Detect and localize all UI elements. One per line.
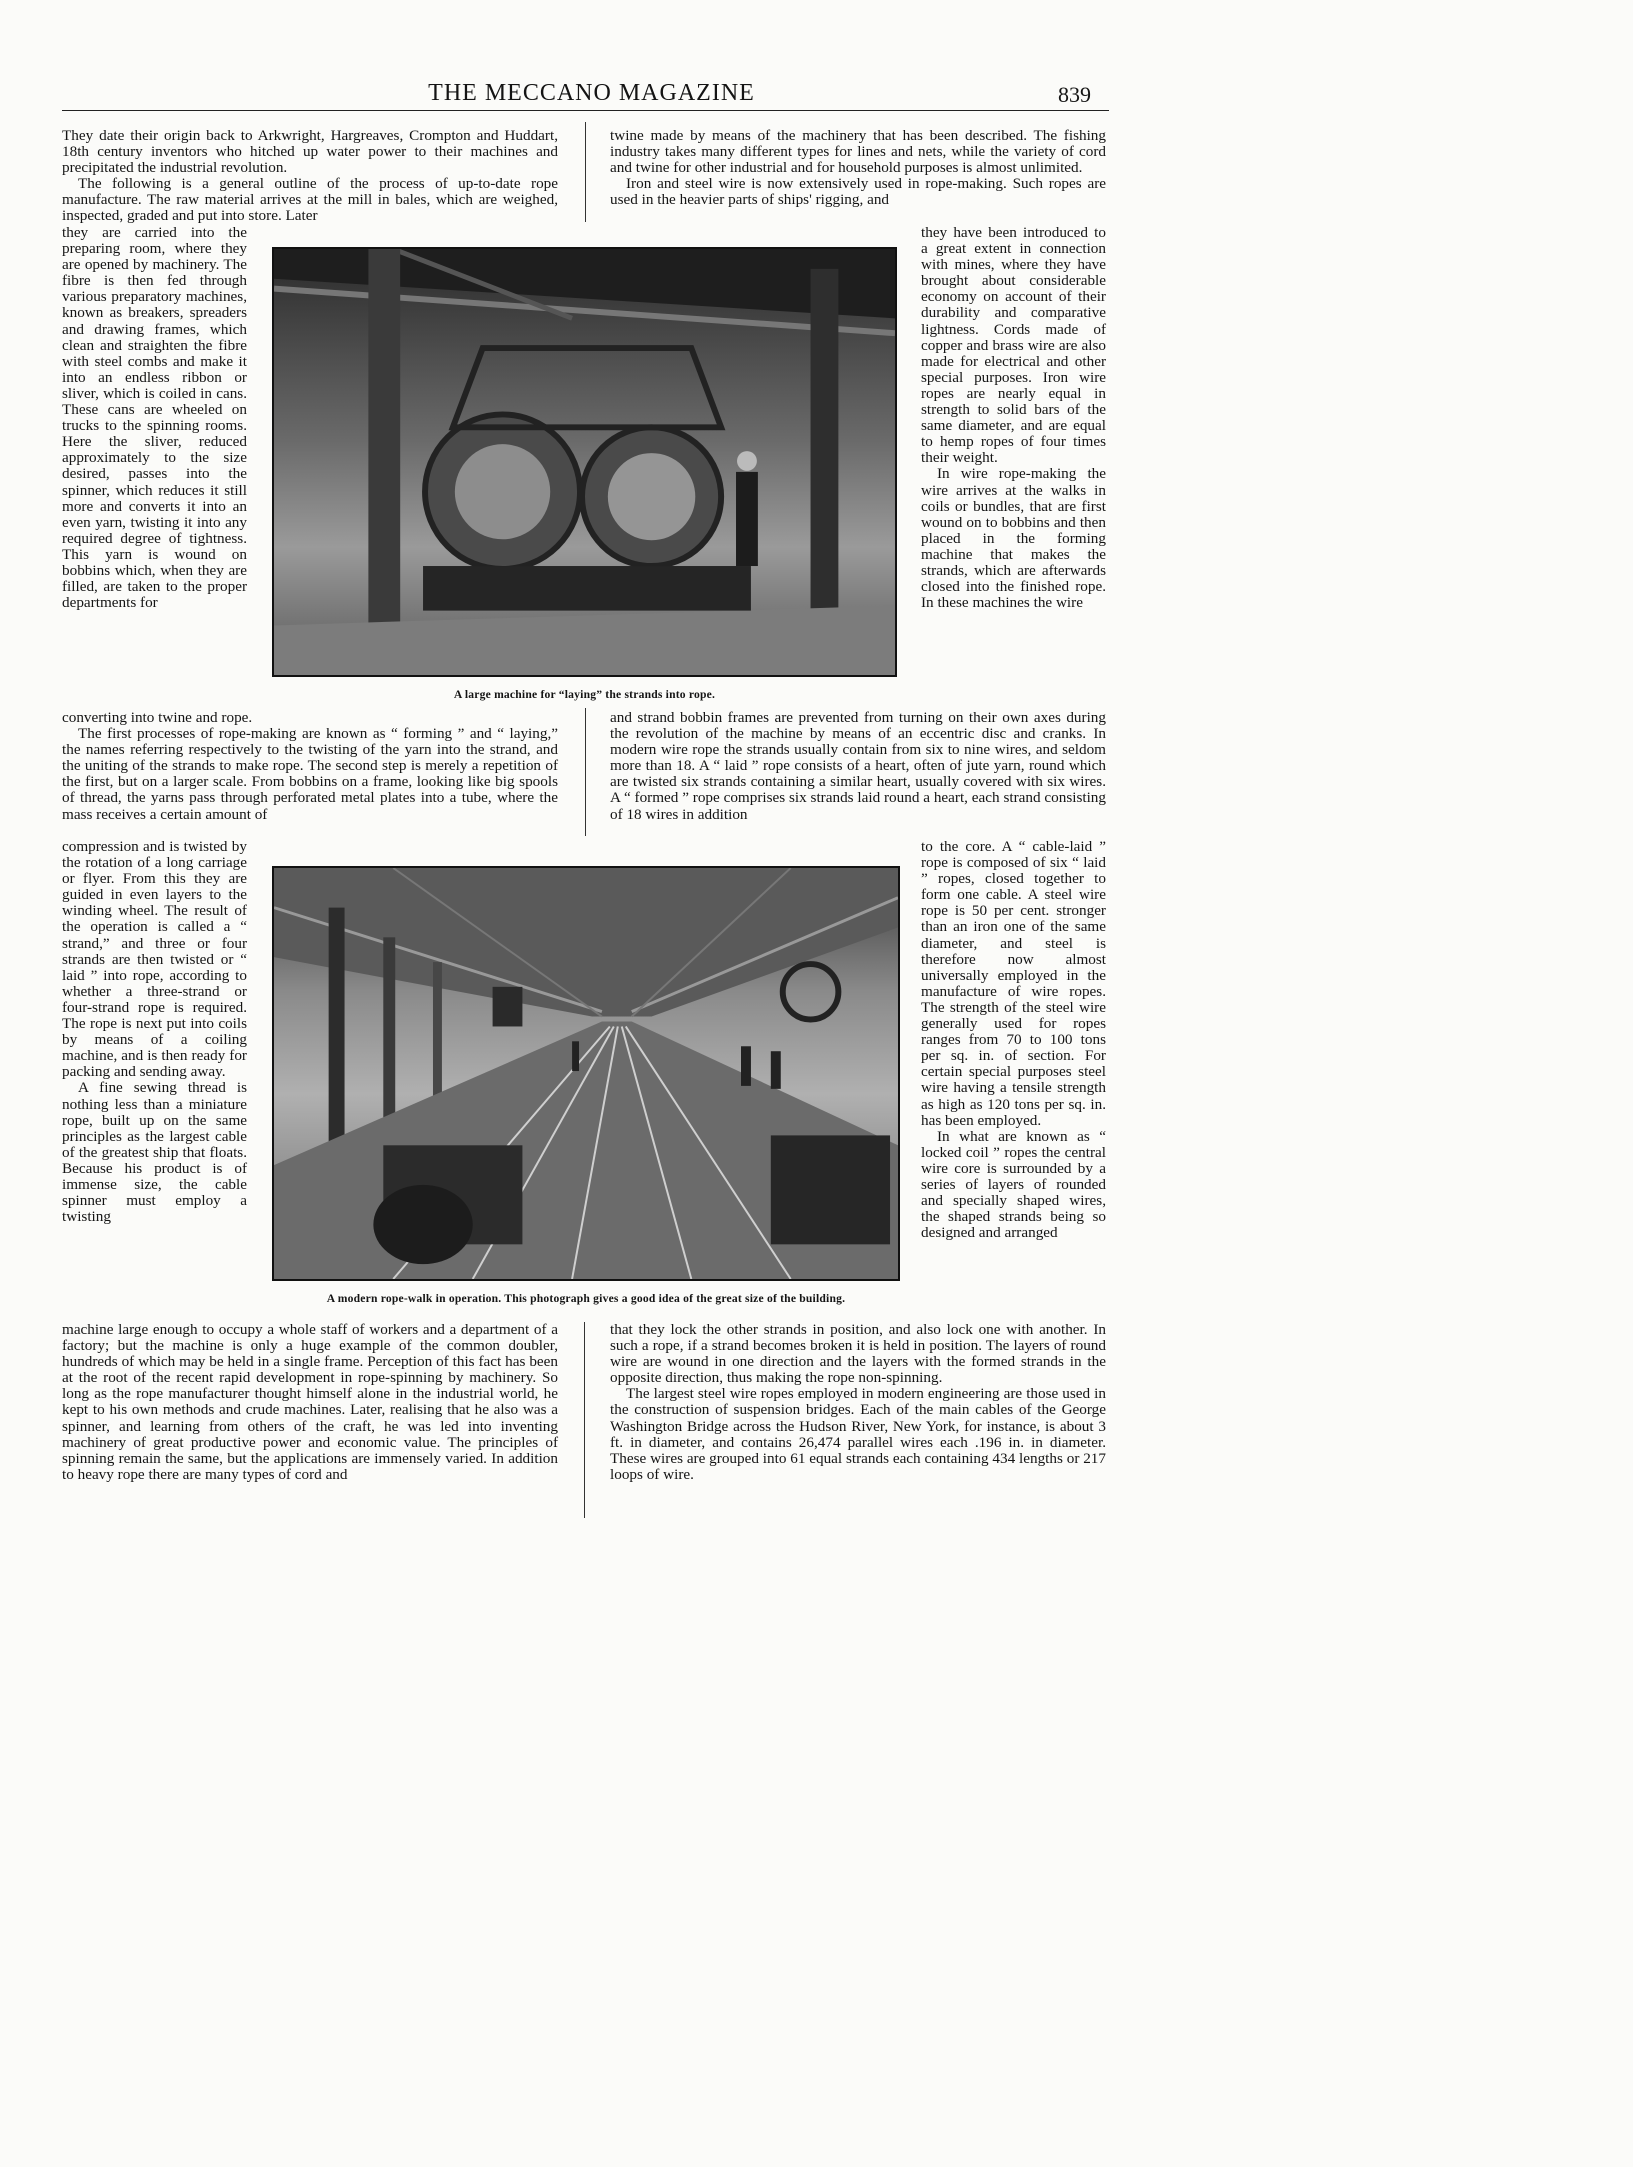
paragraph: The largest steel wire ropes employed in modern engineering are those used in the construction of suspension bridges. Each of the main cables of the George Washington Bridge across the Hudson River, New York, for instance, is about 3 ft. in diameter, and contains 26,474 parallel wires each .196 in. in diameter. These wires are grouped into 61 equal strands each containing 434 lengths or 217 loops of wire. [610, 1385, 1106, 1483]
paragraph: that they lock the other strands in position, and also lock one with another. In such a rope, if a strand becomes broken it is held in position. The layers of round wire are wound in one direction and the layers with the formed strands in the opposite direction, thus making the rope non-spinning. [610, 1321, 1106, 1387]
photo-rope-walk [272, 866, 900, 1281]
right-wrap-text-2 [921, 839, 1106, 1241]
left-wrap-text-1 [62, 225, 247, 611]
paragraph: In what are known as “ locked coil ” ropes the central wire core is surrounded by a series of layers of rounded and specially shaped wires, the shaped strands being so designed and arranged [921, 1127, 1106, 1242]
paragraph: they are carried into the preparing room, where they are opened by machinery. The fibre is then fed through various preparatory machines, known as breakers, spreaders and drawing frames, which clean and straighten the fibre with steel combs and make it into an endless ribbon or sliver, which is coiled in cans. These cans are wheeled on trucks to the spinning rooms. Here the sliver, reduced approximately to the size desired, passes into the spinner, which reduces it still more and converts it into an even yarn, twisting it into any required degree of tightness. This yarn is wound on bobbins which, when they are filled, are taken to the proper departments for [62, 224, 247, 612]
figure-caption-1: A large machine for “laying” the strands into rope. [453, 688, 716, 701]
paragraph: In wire rope-making the wire arrives at the walks in coils or bundles, that are first wound on to bobbins and then placed in the forming machine that makes the strands, which are afterwards closed into the finished rope. In these machines the wire [921, 465, 1106, 612]
paragraph: The following is a general outline of the process of up-to-date rope manufacture. The raw material arrives at the mill in bales, which are weighed, inspected, graded and put into store. Later [62, 175, 558, 225]
column-rule-bottom [584, 1322, 585, 1518]
paragraph: converting into twine and rope. [62, 709, 253, 726]
paragraph: twine made by means of the machinery that has been described. The fishing industry takes many different types for lines and nets, while the variety of cord and twine for other industrial and for household purposes is almost unlimited. [610, 127, 1106, 177]
right-wrap-text-1 [921, 225, 1106, 611]
magazine-title: THE MECCANO MAGAZINE [428, 80, 755, 106]
right-column-middle-text [610, 710, 1106, 823]
left-column-top-text [62, 128, 558, 225]
paragraph: they have been introduced to a great extent in connection with mines, where they have brought about considerable economy on account of their durability and comparative lightness. Cords made of copper and brass wire are also made for electrical and other special purposes. Iron wire ropes are nearly equal in strength to solid bars of the same diameter, and are equal to hemp ropes of four times their weight. [921, 224, 1106, 467]
photo-laying-machine [272, 247, 897, 677]
paragraph: and strand bobbin frames are prevented from turning on their own axes during the revolution of the machine by means of an eccentric disc and cranks. In modern wire rope the strands usually contain from six to nine wires, and seldom more than 18. A “ laid ” rope consists of a heart, often of jute yarn, round which are twisted six strands containing a similar heart, usually covered with six wires. A “ formed ” rope comprises six strands laid round a heart, each strand consisting of 18 wires in addition [610, 709, 1106, 823]
paragraph: machine large enough to occupy a whole staff of workers and a department of a factory; but the machine is only a huge example of the common doubler, hundreds of which may be held in a single frame. Perception of this fact has been at the root of the recent rapid development in rope-spinning by machinery. So long as the rope manufacturer thought himself alone in the industrial world, he kept to his own methods and crude machines. Later, realising that he also was a spinner, and learning from others of the craft, he was led into inventing machinery of great productive power and economic value. The principles of spinning remain the same, but the applications are immensely varied. In addition to heavy rope there are many types of cord and [62, 1321, 558, 1483]
right-column-top-text [610, 128, 1106, 208]
right-column-bottom-text [610, 1322, 1106, 1483]
column-rule-middle [585, 708, 586, 836]
paragraph: A fine sewing thread is nothing less than a miniature rope, built up on the same principles as the largest cable of the greatest ship that floats. Because his product is of immense size, the cable spinner must employ a twisting [62, 1079, 247, 1226]
paragraph: The first processes of rope-making are known as “ forming ” and “ laying,” the names referring respectively to the twisting of the yarn into the strand, and the uniting of the strands to make rope. The second step is merely a repetition of the first, but on a larger scale. From bobbins on a frame, looking like big spools of thread, the yarns pass through perforated metal plates into a tube, where the mass receives a certain amount of [62, 725, 558, 823]
header-rule [62, 110, 1109, 111]
paragraph: to the core. A “ cable-laid ” rope is composed of six “ laid ” ropes, closed together to form one cable. A steel wire rope is 50 per cent. stronger than an iron one of the same diameter, and steel is therefore now almost universally employed in the manufacture of wire ropes. The strength of the steel wire generally used for ropes ranges from 70 to 100 tons per sq. in. of section. For certain special purposes steel wire having a tensile strength as high as 120 tons per sq. in. has been employed. [921, 838, 1106, 1129]
left-column-bottom-text [62, 1322, 558, 1483]
figure-caption-2: A modern rope-walk in operation. This photograph gives a good idea of the great size of the building. [326, 1292, 846, 1305]
left-column-middle-text [62, 710, 558, 823]
paragraph: Iron and steel wire is now extensively used in rope-making. Such ropes are used in the heavier parts of ships' rigging, and [610, 175, 1106, 209]
paragraph: compression and is twisted by the rotation of a long carriage or flyer. From this they are guided in even layers to the winding wheel. The result of the operation is called a “ strand,” and three or four strands are then twisted or “ laid ” into rope, according to whether a three-strand or four-strand rope is required. The rope is next put into coils by means of a coiling machine, and is then ready for packing and sending away. [62, 838, 247, 1081]
page-number: 839 [1058, 82, 1091, 107]
column-rule-top [585, 122, 586, 222]
left-wrap-text-2 [62, 839, 247, 1225]
paragraph: They date their origin back to Arkwright, Hargreaves, Crompton and Huddart, 18th century inventors who hitched up water power to their machines and precipitated the industrial revolution. [62, 127, 558, 177]
